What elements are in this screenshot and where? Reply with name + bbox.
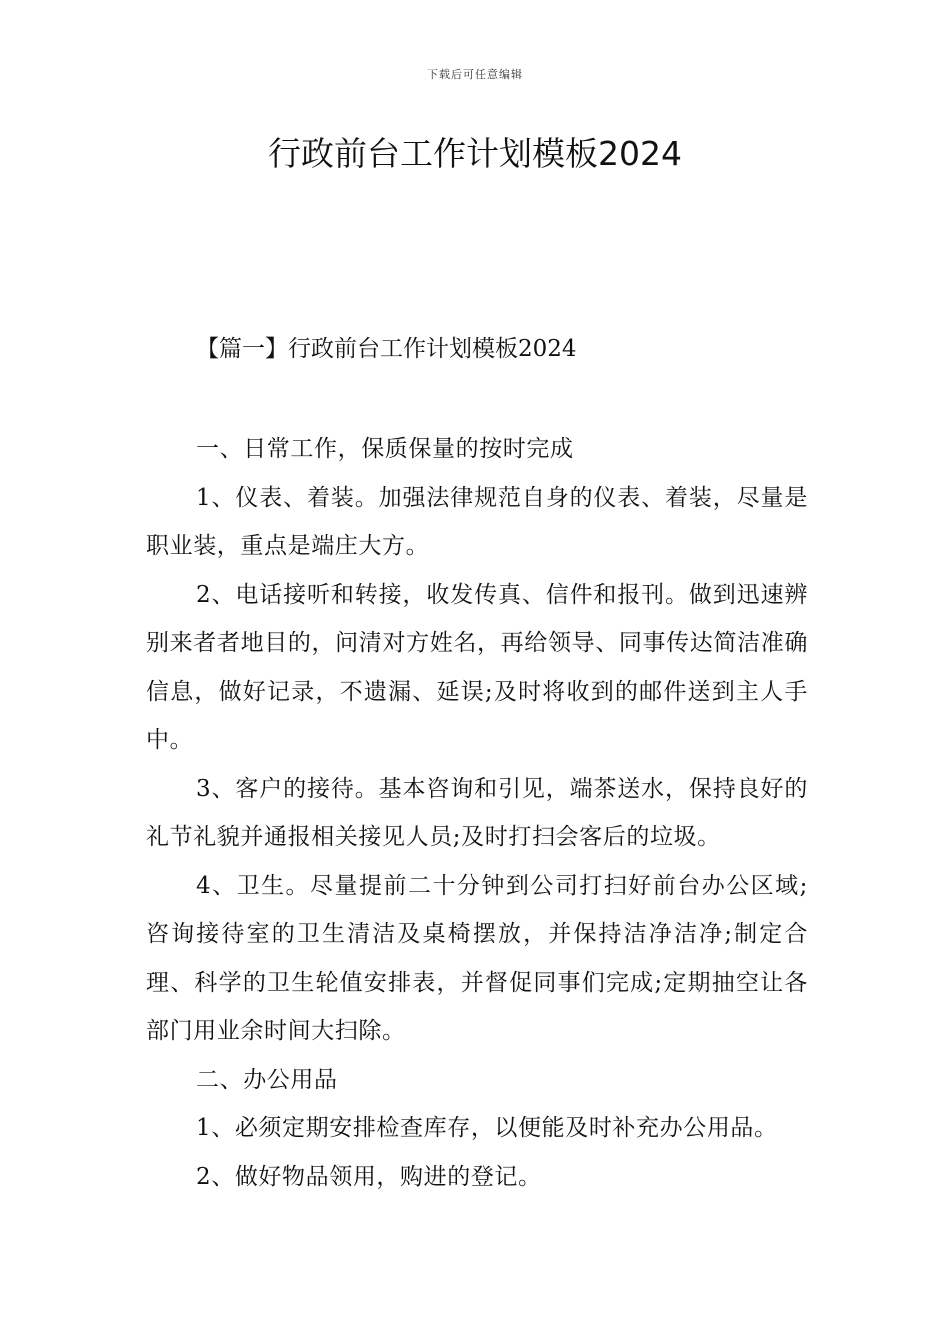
paragraph: 2、电话接听和转接，收发传真、信件和报刊。做到迅速辨别来者者地目的，问清对方姓名，再给领导、同事传达简洁准确信息，做好记录，不遗漏、延误;及时将收到的邮件送到主人手中。 xyxy=(146,581,808,753)
paragraph: 1、必须定期安排检查库存，以便能及时补充办公用品。 xyxy=(196,1115,778,1141)
paragraph: 3、客户的接待。基本咨询和引见，端茶送水，保持良好的礼节礼貌并通报相关接见人员;及时打扫会客后的垃圾。 xyxy=(146,775,808,850)
paragraph-heading-2: 二、办公用品 xyxy=(196,1066,338,1093)
paragraph: 2、做好物品领用，购进的登记。 xyxy=(196,1163,542,1190)
paragraph: 1、仪表、着装。加强法律规范自身的仪表、着装，尽量是职业装，重点是端庄大方。 xyxy=(146,484,808,559)
header-note: 下载后可任意编辑 xyxy=(427,68,523,81)
paragraph: 4、卫生。尽量提前二十分钟到公司打扫好前台办公区域;咨询接待室的卫生清洁及桌椅摆放，并保持洁净洁净;制定合理、科学的卫生轮值安排表，并督促同事们完成;定期抽空让各部门用业余时间大扫除。 xyxy=(146,872,808,1044)
document-body xyxy=(146,425,808,1201)
section-heading: 【篇一】行政前台工作计划模板2024 xyxy=(196,336,577,362)
document-title: 行政前台工作计划模板2024 xyxy=(268,134,682,173)
paragraph-heading-1: 一、日常工作，保质保量的按时完成 xyxy=(196,436,574,462)
